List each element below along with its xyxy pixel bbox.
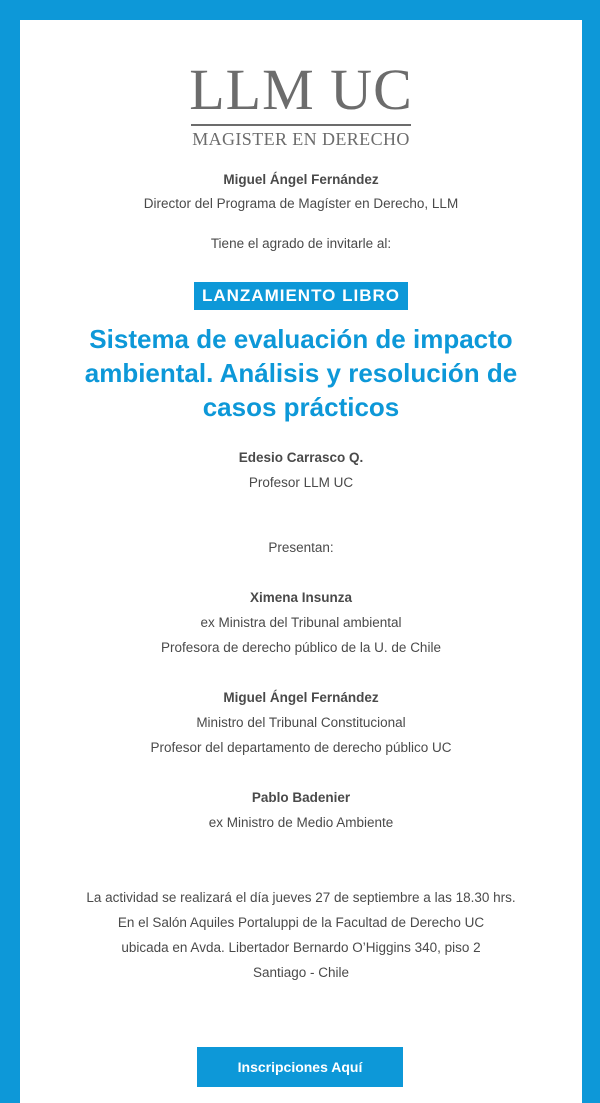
logo-divider — [191, 124, 411, 126]
event-details-line: Santiago - Chile — [252, 965, 350, 980]
presenter-line: Profesor del departamento de derecho público UC — [150, 740, 452, 755]
author-role: Profesor LLM UC — [248, 475, 354, 490]
event-tag: LANZAMIENTO LIBRO — [194, 282, 408, 310]
event-details-line: La actividad se realizará el día jueves 27 de septiembre a las 18.30 hrs. — [86, 890, 516, 905]
presenter-line: Profesora de derecho público de la U. de Chile — [161, 640, 441, 655]
presenters-heading: Presentan: — [268, 540, 334, 555]
event-details-line: ubicada en Avda. Libertador Bernardo O’Higgins 340, piso 2 — [121, 940, 481, 955]
llm-uc-logo — [20, 57, 582, 149]
book-title: Sistema de evaluación de impacto ambiental. Análisis y resolución de casos prácticos — [84, 324, 518, 422]
host-role: Director del Programa de Magíster en Derecho, LLM — [143, 196, 459, 211]
author-name: Edesio Carrasco Q. — [238, 450, 364, 465]
presenter-name: Pablo Badenier — [251, 790, 351, 805]
presenter-line: ex Ministro de Medio Ambiente — [208, 815, 394, 830]
invite-text: Tiene el agrado de invitarle al: — [210, 236, 392, 251]
logo-subtitle: MAGISTER EN DERECHO — [192, 129, 410, 149]
register-button[interactable]: Inscripciones Aquí — [197, 1047, 403, 1087]
host-name: Miguel Ángel Fernández — [223, 172, 379, 187]
logo-main-text: LLM UC — [189, 57, 413, 122]
event-details-line: En el Salón Aquiles Portaluppi de la Facultad de Derecho UC — [117, 915, 485, 930]
presenter-line: ex Ministra del Tribunal ambiental — [200, 615, 402, 630]
presenter-name: Ximena Insunza — [249, 590, 353, 605]
presenter-name: Miguel Ángel Fernández — [223, 690, 379, 705]
event-tag-wrapper — [20, 282, 582, 310]
presenter-line: Ministro del Tribunal Constitucional — [196, 715, 406, 730]
invitation-card — [20, 20, 582, 1103]
